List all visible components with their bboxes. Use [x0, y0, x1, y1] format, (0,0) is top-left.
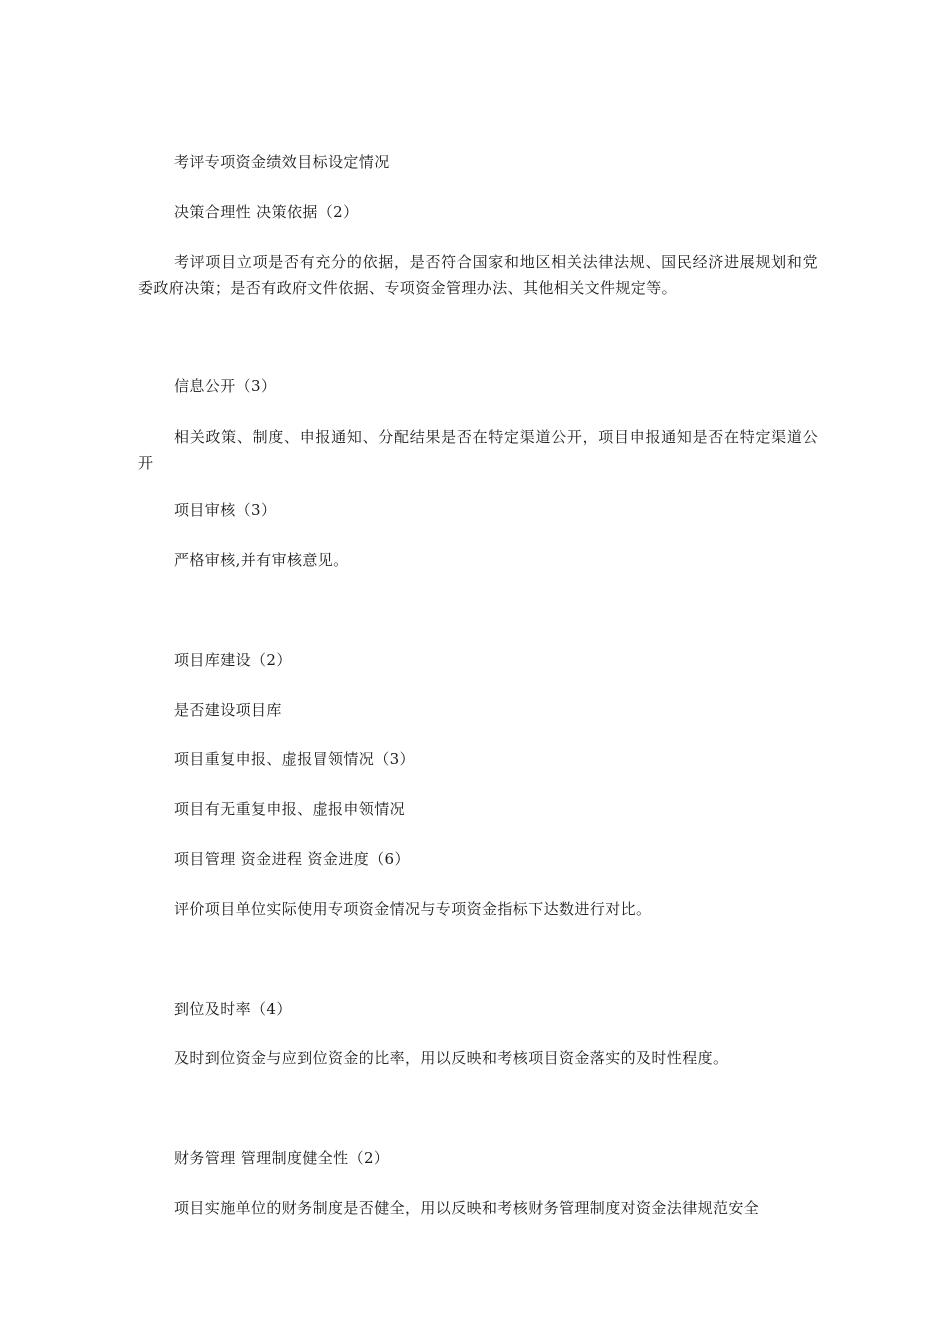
paragraph-arrival-rate: 到位及时率（4）: [174, 1000, 292, 1018]
paragraph-fund-progress-desc: 评价项目单位实际使用专项资金情况与专项资金指标下达数进行对比。: [174, 900, 652, 918]
paragraph-fund-progress: 项目管理 资金进程 资金进度（6）: [174, 850, 410, 868]
paragraph-financial-management-desc: 项目实施单位的财务制度是否健全，用以反映和考核财务管理制度对资金法律规范安全: [174, 1199, 760, 1217]
paragraph-arrival-rate-desc: 及时到位资金与应到位资金的比率，用以反映和考核项目资金落实的及时性程度。: [174, 1049, 729, 1067]
paragraph-info-public-desc: 相关政策、制度、申报通知、分配结果是否在特定渠道公开，项目申报通知是否在特定渠道公开: [138, 428, 818, 472]
paragraph-financial-management: 财务管理 管理制度健全性（2）: [174, 1149, 390, 1167]
paragraph-heading: 考评专项资金绩效目标设定情况: [174, 153, 390, 171]
paragraph-project-review-desc: 严格审核,并有审核意见。: [174, 551, 349, 569]
paragraph-project-library-desc: 是否建设项目库: [174, 701, 282, 719]
paragraph-decision-basis: 决策合理性 决策依据（2）: [174, 203, 359, 221]
paragraph-project-library: 项目库建设（2）: [174, 651, 292, 669]
paragraph-duplicate-claims-desc: 项目有无重复申报、虚报申领情况: [174, 800, 406, 818]
paragraph-info-public: 信息公开（3）: [174, 377, 277, 395]
paragraph-project-review: 项目审核（3）: [174, 501, 277, 519]
paragraph-decision-basis-desc: 考评项目立项是否有充分的依据，是否符合国家和地区相关法律法规、国民经济进展规划和党委政府决策；是否有政府文件依据、专项资金管理办法、其他相关文件规定等。: [138, 253, 818, 297]
paragraph-duplicate-claims: 项目重复申报、虚报冒领情况（3）: [174, 750, 415, 768]
